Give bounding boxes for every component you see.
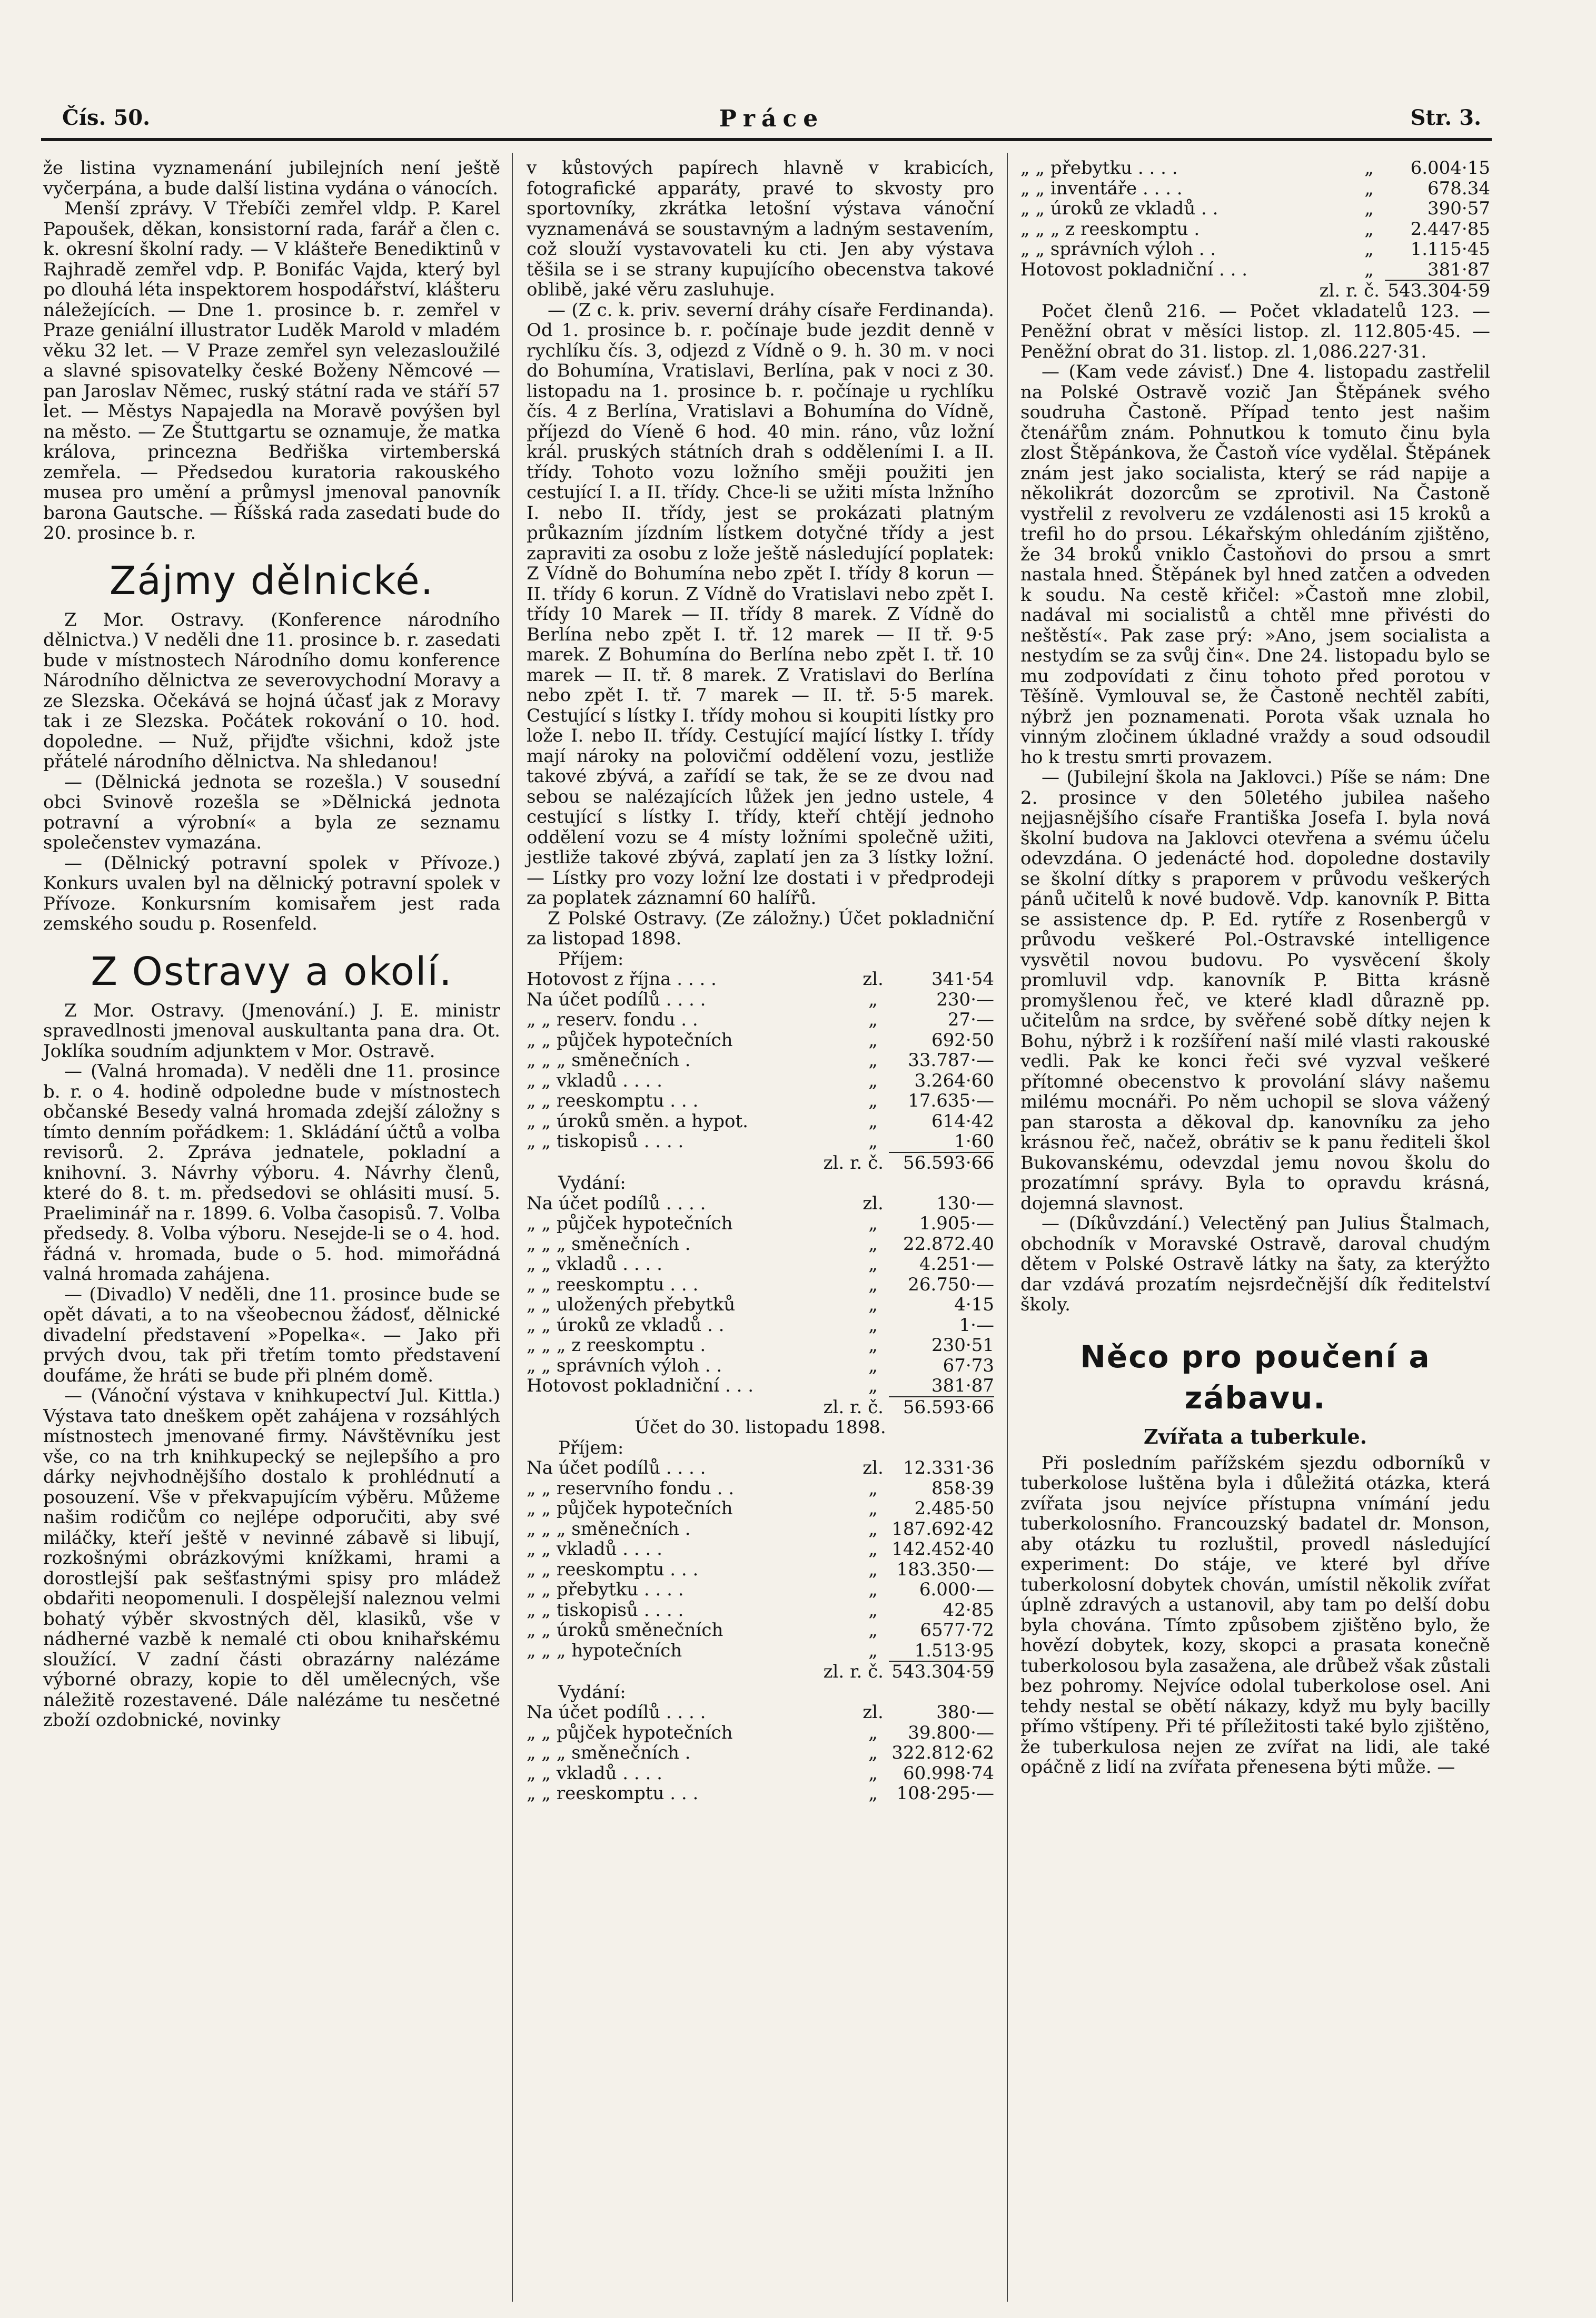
ledger-row [527,1335,994,1356]
ledger-row-label: „ „ vkladů . . . . [527,1070,662,1091]
ledger-row-unit: „ [868,1599,878,1621]
ledger-row-unit: zl. [863,969,884,990]
article-paragraph: Z Mor. Ostravy. (Konference národního dělnictva.) V neděli dne 11. prosince b. r. zasedati bude v místnostech Národního domu konference Národního dělnictva ze severovychodní Moravy a ze Slezska. Očekává se hojná účasť jak z Moravy tak i ze Slezska. Počátek rokování o 10. hod. dopoledne. — Nuž, přijďte všichni, kdož jste přátelé národního dělnictva. Na shledanou! [43,609,500,772]
ledger-row-unit: „ [868,1518,878,1540]
ledger-row-value: 381·87 [931,1375,994,1396]
article-paragraph: Z Mor. Ostravy. (Jmenování.) J. E. ministr spravedlnosti jmenoval auskultanta pana dra. Ot. Joklíka soudním adjunktem v Mor. Ostravě. [43,1000,500,1062]
ledger-row-value: 230·51 [931,1335,994,1356]
ledger-row-value: 1.513·95 [914,1640,994,1661]
ledger-prijem-2 [527,1458,994,1661]
ledger-row-value: 22.872.40 [903,1233,994,1255]
ledger-row-label: Na účet podílů . . . . [527,1458,706,1478]
ledger-row-label: „ „ reeskomptu . . . [527,1091,699,1111]
ledger-row-value: 2.485·50 [914,1498,994,1519]
ledger-row-unit: „ [868,1640,878,1661]
ledger-total-label: zl. r. č. [823,1662,884,1682]
column-1 [43,158,500,1731]
ledger-row-label: „ „ reeskomptu . . . [527,1559,699,1580]
page-number: Str. 3. [1410,105,1481,130]
article-paragraph: v kůstových papírech hlavně v krabicích, fotografické apparáty, pravé to skvosty pro sportovníky, zkrátka letošní výstava vánoční vyznamenává se soustavným a ladným sestavením, což slouží vystavovateli ku cti. Jen aby výstava těšila se i se strany kupujícího obecenstva takové oblibě, jaké věru zasluhuje. [527,157,994,300]
ledger-row-unit: „ [868,1355,878,1376]
ledger-row-value: 230·— [936,989,994,1010]
article-paragraph: Počet členů 216. — Počet vkladatelů 123. — Peněžní obrat v měsíci listop. zl. 112.805·45. — Peněžní obrat do 31. listop. zl. 1,086.227·31. [1020,300,1490,362]
ledger-row-label: Hotovost z října . . . . [527,969,717,990]
ledger-row-value: 108·295·— [896,1783,994,1804]
ledger-total-label: zl. r. č. [823,1397,884,1417]
ledger-vydani-1 [527,1193,994,1396]
ledger-row-label: Na účet podílů . . . . [527,1702,706,1723]
ledger-row [527,1275,994,1295]
ledger-vydani-2-cont [1020,158,1490,280]
ledger-row-value: 42·85 [943,1599,994,1621]
ledger-row-label: Hotovost pokladniční . . . [1020,259,1248,280]
ledger-row-unit: „ [1364,177,1374,199]
ledger-row [1020,179,1490,199]
ledger-row-unit: „ [868,1783,878,1804]
ledger-row-value: 1·60 [954,1131,994,1152]
ledger-row [527,1620,994,1641]
ledger-row-label: „ „ správních výloh . . [1020,239,1216,260]
ledger-total-value: 543.304·59 [1385,280,1490,301]
ledger-row [527,1131,994,1152]
ledger-row-unit: „ [868,1335,878,1356]
ledger-row-value: 380·— [936,1702,994,1723]
ledger-row-unit: „ [868,1762,878,1784]
ledger-row [527,1539,994,1560]
ledger-row [527,1356,994,1376]
ledger-row-label: „ „ úroků ze vkladů . . [1020,199,1218,219]
ledger-row-label: „ „ přebytku . . . . [527,1580,684,1600]
ledger-row-unit: „ [868,1090,878,1111]
ledger-row-label: „ „ správních výloh . . [527,1355,722,1376]
ledger-row-label: „ „ „ směnečních . [527,1518,691,1539]
ledger-row-value: 1.905·— [919,1213,994,1234]
column-2 [527,158,994,1804]
ledger-row-unit: „ [868,1742,878,1763]
column-separator [1007,153,1008,2302]
article-paragraph: — (Díkůvzdání.) Velectěný pan Julius Štalmach, obchodník v Moravské Ostravě, daroval chudým dětem v Polské Ostravě látky na šaty, za kterýžto dar vzdává prozatím nejsrdečnější dík ředitelství školy. [1020,1213,1490,1315]
ledger-row [527,1254,994,1275]
ledger-row [527,1234,994,1255]
ledger-row [527,1214,994,1234]
ledger-row [527,1111,994,1132]
ledger-row [527,1743,994,1763]
ledger-row-unit: „ [868,1070,878,1091]
ledger-total-value: 543.304·59 [889,1661,994,1682]
masthead-title: Práce [719,105,825,132]
ledger-row [527,1478,994,1499]
ledger-prijem-1 [527,969,994,1152]
article-paragraph: — (Jubilejní škola na Jaklovci.) Píše se nám: Dne 2. prosince v den 50letého jubilea našeho nejjasnějšího císaře Františka Josefa I. byla nová školní budova na Jaklovci otevřena a svému účelu odevzdána. O jedenácté hod. dopoledne dostavily se školní dítky s praporem v průvodu veškerých pánů učitelů k nové budově. Vdp. kanovník P. Bitta se assistence dp. P. Ed. rytíře z Rosenbergů v průvodu veškeré Pol.-Ostravské intelligence vysvětil novou budovu. Po vysvěcení školy promluvil vdp. kanovník P. Bitta krásně promyšlenou řeč, ve které kladl důrazně pp. učitelům na srdce, by svěřené sobě dítky nejen k Bohu, nýbrž i k rozšíření naší milé vlasti rakouské vedli. Pak ke konci řeči své vyzval veškeré přítomné obecenstvo k provolání slávy našemu milému mocnáři. Po něm uchopil se slova vážený pan starosta a děkoval dp. kanovníku za jeho krásnou řeč, načež, obrátiv se k panu řediteli škol Bukovanskému, odevzdal jemu novou školu do prozatímní správy. Byla to opravdu krásná, dojemná slavnost. [1020,767,1490,1214]
ledger-heading: Příjem: [558,948,624,970]
ledger-row [527,990,994,1010]
ledger-row-value: 33.787·— [908,1050,994,1071]
ledger-row [527,1193,994,1214]
ledger-row [527,1702,994,1723]
ledger-vydani-2 [527,1702,994,1804]
ledger-row-value: 142.452·40 [891,1538,994,1560]
ledger-row-label: „ „ reserv. fondu . . [527,1010,698,1030]
ledger-row-unit: „ [868,1254,878,1275]
ledger-row [527,1030,994,1051]
ledger-total [527,1396,994,1418]
page-header [62,105,1481,141]
ledger-total-value: 56.593·66 [889,1396,994,1418]
ledger-row-value: 322.812·62 [891,1742,994,1763]
ledger-row-unit: zl. [863,1457,884,1478]
column-separator [512,153,513,2302]
column-3 [1020,158,1490,1778]
ledger-row [527,1295,994,1315]
ledger-row [527,1783,994,1804]
ledger-row-value: 390·57 [1428,198,1490,219]
ledger-row-unit: „ [868,1233,878,1255]
ledger-total-label: zl. r. č. [823,1152,884,1173]
ledger-row-value: 381·87 [1428,259,1490,280]
ledger-row [527,1010,994,1030]
ledger-row-unit: „ [868,1314,878,1336]
ledger-heading: Vydání: [558,1681,626,1703]
ledger-row-value: 39.800·— [908,1722,994,1743]
article-paragraph: — (Vánoční výstava v knihkupectví Jul. Kittla.) Výstava tato dneškem opět zahájena v rozsáhlých místnostech jmenované firmy. Návštěvníku jest vše, co na trh knihkupecký se nejlepšího a pro dárky nejvhodnějšího dostalo k prohlédnutí a posouzení. Vše v překvapujícím výběru. Můžeme našim rodičům co nejlépe odporučiti, aby své miláčky, kteří ještě v nevinné zábavě si libují, rozkošnými obrázkovými knížkami, hrami a dorostlejší pak sešťastnými spisy pro mládež obdařiti neopomenuli. I dospělejší naleznou velmi bohatý výběr skvostných děl, klasiků, vše v nádherné vazbě k nemalé cti obou knihařskému sloužící. V zadní části obrazárny nalézáme výborné obrazy, kopie to děl umělecných, vše náležitě rozestavené. Dále nalézáme tu nesčetné zboží ozdobnické, novinky [43,1385,500,1731]
article-paragraph: Menší zprávy. V Třebíči zemřel vldp. P. Karel Papoušek, děkan, konsistorní rada, farář a člen c. k. okresní školní rady. — V klášteře Benediktinů v Rajhradě zemřel vdp. P. Bonifác Vajda, který byl po dlouhá léta inspektorem hospodářství, klášteru náležejících. — Dne 1. prosince b. r. zemřel v Praze geniální illustrator Luděk Marold v mladém věku 32 let. — V Praze zemřel syn velezasloužilé a slavné spisovatelky české Boženy Němcové — pan Jaroslav Němec, ruský státní rada ve stáří 57 let. — Městys Napajedla na Moravě povýšen byl na město. — Ze Štuttgartu se oznamuje, že matka králova, princezna Bedřiška virtemberská zemřela. — Předsedou kuratoria rakouského musea pro umění a průmysl jmenoval panovník barona Gautsche. — Říšská rada zasedati bude do 20. prosince b. r. [43,198,500,544]
ledger-row [527,1580,994,1600]
ledger-row-value: 3.264·60 [914,1070,994,1091]
ledger-row-label: Hotovost pokladniční . . . [527,1376,754,1396]
ledger-row-label: „ „ uložených přebytků [527,1295,736,1315]
ledger-row [1020,260,1490,280]
ledger-row-unit: „ [1364,239,1374,260]
ledger-row [1020,158,1490,179]
article-paragraph: — (Kam vede závisť.) Dne 4. listopadu zastřelil na Polské Ostravě vozič Jan Štěpánek svého soudruha Častoně. Případ tento jest našim čtenářům znám. Pohnutkou k tomuto činu byla zlost Štěpánkova, že Častoň více vydělal. Štěpánek znám jest jako socialista, který se rád napije a několikrát dozorcům se zprotivil. Na Častoně vystřelil z revolveru ze vzdálenosti asi 15 kroků a trefil ho do prsou. Lékařským ohledáním zjištěno, že 34 broků vniklo Častoňovi do prsou a smrt nastala hned. Štěpánek byl hned zatčen a odveden k soudu. Na cestě křičel: »Častoň mne zlobil, nadával mi socialistů a chtěl mne přivésti do neštěstí«. Pak zase prý: »Ano, jsem socialista a nestydím se za svůj čin«. Dne 24. listopadu bylo se mu zodpovídati z činu tohoto před porotou v Těšíně. Vymlouval se, že Častoně nechtěl zabíti, nýbrž jen poznamenati. Porota však uznala ho vinným zločinem úkladné vraždy a soud odsoudil ho k trestu smrti provazem. [1020,361,1490,768]
ledger-heading: Účet do 30. listopadu 1898. [635,1417,886,1438]
ledger-row-label: „ „ úroků směn. a hypot. [527,1111,748,1131]
ledger-row-value: 26.750·— [908,1274,994,1295]
ledger-row-value: 183.350·— [896,1559,994,1580]
ledger-row [527,1519,994,1540]
ledger-row-value: 6.004·15 [1410,157,1490,179]
ledger-row [527,1498,994,1519]
ledger-row-label: „ „ reservního fondu . . [527,1478,735,1498]
ledger-row-value: 6577·72 [920,1620,994,1641]
article-paragraph: — (Dělnický potravní spolek v Přívoze.) Konkurs uvalen byl na dělnický potravní spolek v Přívoze. Konkursním komisařem jest rada zemského soudu p. Rosenfeld. [43,852,500,934]
ledger-row-label: „ „ „ hypotečních [527,1640,682,1661]
ledger-row-label: „ „ půjček hypotečních [527,1498,733,1519]
ledger-row-unit: „ [868,1620,878,1641]
ledger-total [527,1661,994,1682]
ledger-row-unit: „ [868,1579,878,1600]
ledger-row-unit: „ [868,989,878,1010]
ledger-row-label: „ „ vkladů . . . . [527,1254,662,1275]
ledger-total-label: zl. r. č. [1319,281,1380,301]
ledger-row [527,1315,994,1336]
ledger-row-unit: „ [868,1050,878,1071]
ledger-row-unit: „ [1364,259,1374,280]
ledger-row [527,1763,994,1784]
article-paragraph: — (Divadlo) V neděli, dne 11. prosince bude se opět dávati, a to na všeobecnou žádosť, dělnické divadelní představení »Popelka«. — Jako při prvých dvou, tak při třetím tomto představení doufáme, že hráti se bude při plném domě. [43,1284,500,1386]
ledger-row-value: 4·15 [954,1294,994,1315]
ledger-row-value: 17.635·— [908,1090,994,1111]
ledger-row [1020,199,1490,219]
ledger-row-label: „ „ reeskomptu . . . [527,1274,699,1295]
ledger-row-unit: „ [868,1274,878,1295]
ledger-row-unit: „ [868,1477,878,1499]
ledger-row-label: „ „ reeskomptu . . . [527,1783,699,1804]
ledger-row-label: „ „ „ směnečních . [527,1050,691,1071]
ledger-heading: Příjem: [558,1437,624,1458]
ledger-row-label: „ „ „ z reeskomptu . [1020,219,1200,239]
ledger-row-label: „ „ „ směnečních . [527,1234,691,1254]
ledger-total-value: 56.593·66 [889,1152,994,1173]
ledger-row [1020,239,1490,260]
issue-number: Čís. 50. [62,105,150,130]
article-paragraph: Při posledním pařížském sjezdu odborníků v tuberkolose luštěna byla i důležitá otázka, která zvířata jsou nejvíce přístupna vnímání jedu tuberkolosního. Francouzský badatel dr. Monson, aby otázku tu rozluštil, provedl následující experiment: Do stáje, ve které byl dříve tuberkolosní dobytek chován, umístil několik zvířat úplně zdravých a ustanovil, aby tam po delší dobu byla chována. Tímto způsobem zjištěno bylo, že hovězí dobytek, kozy, skopci a prasata konečně tuberkolosou byla zasažena, ale drůbež však zůstali bez pohromy. Nejvíce odolal tuberkolose osel. Ani tehdy nestal se obětí nákazy, když mu byly bacilly přímo vštípeny. Při té příležitosti také bylo zjištěno, že tuberkulosa nejen ze zvířat na lidi, ale také opáčně z lidí na zvířata přenesena býti může. — [1020,1452,1490,1778]
section-title-z-ostravy: Z Ostravy a okolí. [91,949,453,994]
ledger-row-unit: „ [868,1294,878,1315]
ledger-row-unit: „ [868,1375,878,1396]
ledger-row-unit: „ [1364,218,1374,240]
ledger-row-label: „ „ úroků ze vkladů . . [527,1315,725,1335]
ledger-row-unit: „ [868,1213,878,1234]
ledger-row-label: Na účet podílů . . . . [527,989,706,1010]
ledger-row-value: 187.692·42 [891,1518,994,1540]
ledger-row-value: 341·54 [931,969,994,990]
ledger-total [1020,280,1490,301]
ledger-row [527,1071,994,1091]
ledger-row-value: 60.998·74 [903,1762,994,1784]
ledger-row-unit: „ [868,1009,878,1030]
ledger-heading: Vydání: [558,1172,626,1193]
header-rule [41,138,1492,141]
article-paragraph: — (Dělnická jednota se rozešla.) V sousední obci Svinově rozešla se »Dělnická jednota potravní a výrobní« a byla ze seznamu společenstev vymazána. [43,771,500,853]
ledger-row-label: „ „ půjček hypotečních [527,1214,733,1234]
article-title-zvirata-tuberkule: Zvířata a tuberkule. [1144,1424,1367,1448]
ledger-row [527,1641,994,1661]
ledger-row-value: 692·50 [931,1029,994,1051]
ledger-row-unit: „ [868,1722,878,1743]
ledger-row-unit: zl. [863,1702,884,1723]
section-title-zajmy-delnicke: Zájmy dělnické. [109,558,434,604]
ledger-row-unit: „ [868,1110,878,1132]
ledger-row-value: 6.000·— [919,1579,994,1600]
ledger-row-value: 67·73 [943,1355,994,1376]
ledger-row-label: Na účet podílů . . . . [527,1193,706,1214]
section-title-neco-pro-pouceni: Něco pro poučení a zábavu. [1080,1338,1431,1416]
ledger-row-label: „ „ tiskopisů . . . . [527,1131,684,1152]
ledger-row [527,1376,994,1396]
ledger-row [527,1600,994,1621]
ledger-row-value: 1·— [959,1314,994,1336]
ledger-row [527,1091,994,1111]
ledger-row-value: 12.331·36 [903,1457,994,1478]
ledger-row-label: „ „ úroků směnečních [527,1620,723,1641]
ledger-row-unit: „ [868,1131,878,1152]
ledger-row-label: „ „ „ směnečních . [527,1743,691,1763]
ledger-row-value: 858·39 [931,1477,994,1499]
ledger-row-label: „ „ „ z reeskomptu . [527,1335,706,1356]
article-paragraph: — (Valná hromada). V neděli dne 11. prosince b. r. o 4. hodině odpoledne bude v místnostech občanské Besedy valná hromada zdejší záložny s tímto denním pořádkem: 1. Skládání účtů a volba revisorů. 2. Zpráva jednatele, pokladní a knihovní. 3. Návrhy výboru. 4. Návrhy členů, které do 8. t. m. předsedovi se ohlásiti musí. 5. Praeliminář na r. 1899. 6. Volba časopisů. 7. Volba předsedy. 8. Volba výboru. Nesejde-li se o 4. hod. řádná v. hromada, bude o 5. hod. mimořádná valná hromada zahájena. [43,1061,500,1285]
ledger-row-value: 1.115·45 [1410,239,1490,260]
ledger-row [527,1458,994,1478]
article-paragraph: Z Polské Ostravy. (Ze záložny.) Účet pokladniční za listopad 1898. [527,908,994,949]
ledger-total [527,1152,994,1173]
article-paragraph: že listina vyznamenání jubilejních není ještě vyčerpána, a bude další listina vydána o vánocích. [43,157,500,199]
ledger-row-unit: „ [1364,157,1374,179]
ledger-row-value: 27·— [947,1009,994,1030]
ledger-row-label: „ „ přebytku . . . . [1020,158,1178,179]
ledger-row [527,1560,994,1580]
ledger-row-label: „ „ inventáře . . . . [1020,178,1183,199]
ledger-row-unit: „ [1364,198,1374,219]
ledger-row-value: 4.251·— [919,1254,994,1275]
ledger-row [1020,219,1490,240]
ledger-row-unit: zl. [863,1192,884,1214]
ledger-row-label: „ „ půjček hypotečních [527,1722,733,1743]
ledger-row-label: „ „ vkladů . . . . [527,1539,662,1560]
ledger-row-label: „ „ vkladů . . . . [527,1763,662,1783]
ledger-row [527,1050,994,1071]
ledger-row-value: 678.34 [1428,177,1490,199]
ledger-row-value: 614·42 [931,1110,994,1132]
ledger-row-unit: „ [868,1498,878,1519]
ledger-row-unit: „ [868,1538,878,1560]
ledger-row [527,1723,994,1743]
ledger-row-label: „ „ tiskopisů . . . . [527,1600,684,1620]
ledger-row-unit: „ [868,1559,878,1580]
article-paragraph: — (Z c. k. priv. severní dráhy císaře Ferdinanda). Od 1. prosince b. r. počínaje bude jezdit denně v rychlíku čís. 3, odjezd z Vídně o 9. h. 30 m. v noci do Bohumína, Vratislavi, Berlína, pak v noci z 30. listopadu na 1. prosince b. r. počínaje u rychlíku čís. 4 z Berlína, Vratislavi a Bohumína do Vídně, příjezd do Víeně 6 hod. 40 min. ráno, vůz ložní král. pruských státních drah s odděleními I. a II. třídy. Tohoto vozu ložního směji použiti jen cestující I. a II. třídy. Chce-li se užiti místa lnžního I. nebo II. třídy, jest se prokázati platným průkazním jízdním lístkem dotyčné třídy a jest zapraviti za osobu z lože ještě následující poplatek: Z Vídně do Bohumína nebo zpět I. třídy 8 korun — II. třídy 6 korun. Z Vídně do Vratislavi nebo zpět I. třídy 10 Marek — II. třídy 8 marek. Z Vídně do Berlína nebo zpět I. tř. 12 marek — II tř. 9·5 marek. Z Bohumína do Berlína nebo zpět I. tř. 10 marek — II. tř. 8 marek. Z Vratislavi do Berlína nebo zpět I. tř. 7 marek — II. tř. 5·5 marek. Cestující s lístky I. třídy mohou si koupiti lístky pro lože I. nebo II. třídy. Cestující mající lístky I. třídy mají nároky na polovičmí oddělení vozu, jestliže takové zbývá, a zařídí se tak, že se ze dvou nad sebou se nalézajících lůžek jen jedno ustele, 4 cestující s lístky I. třídy, kteří chtějí jednoho oddělení vozu se 4 místy ložními společně užiti, jestliže takové zbývá, zaplatí jen za 3 lístky ložní. — Lístky pro vozy ložní lze dostati i v předprodeji za poplatek záznamní 60 halířů. [527,299,994,909]
ledger-row [527,969,994,990]
ledger-row-unit: „ [868,1029,878,1051]
ledger-row-value: 130·— [936,1192,994,1214]
ledger-row-value: 2.447·85 [1410,218,1490,240]
ledger-row-label: „ „ půjček hypotečních [527,1030,733,1050]
